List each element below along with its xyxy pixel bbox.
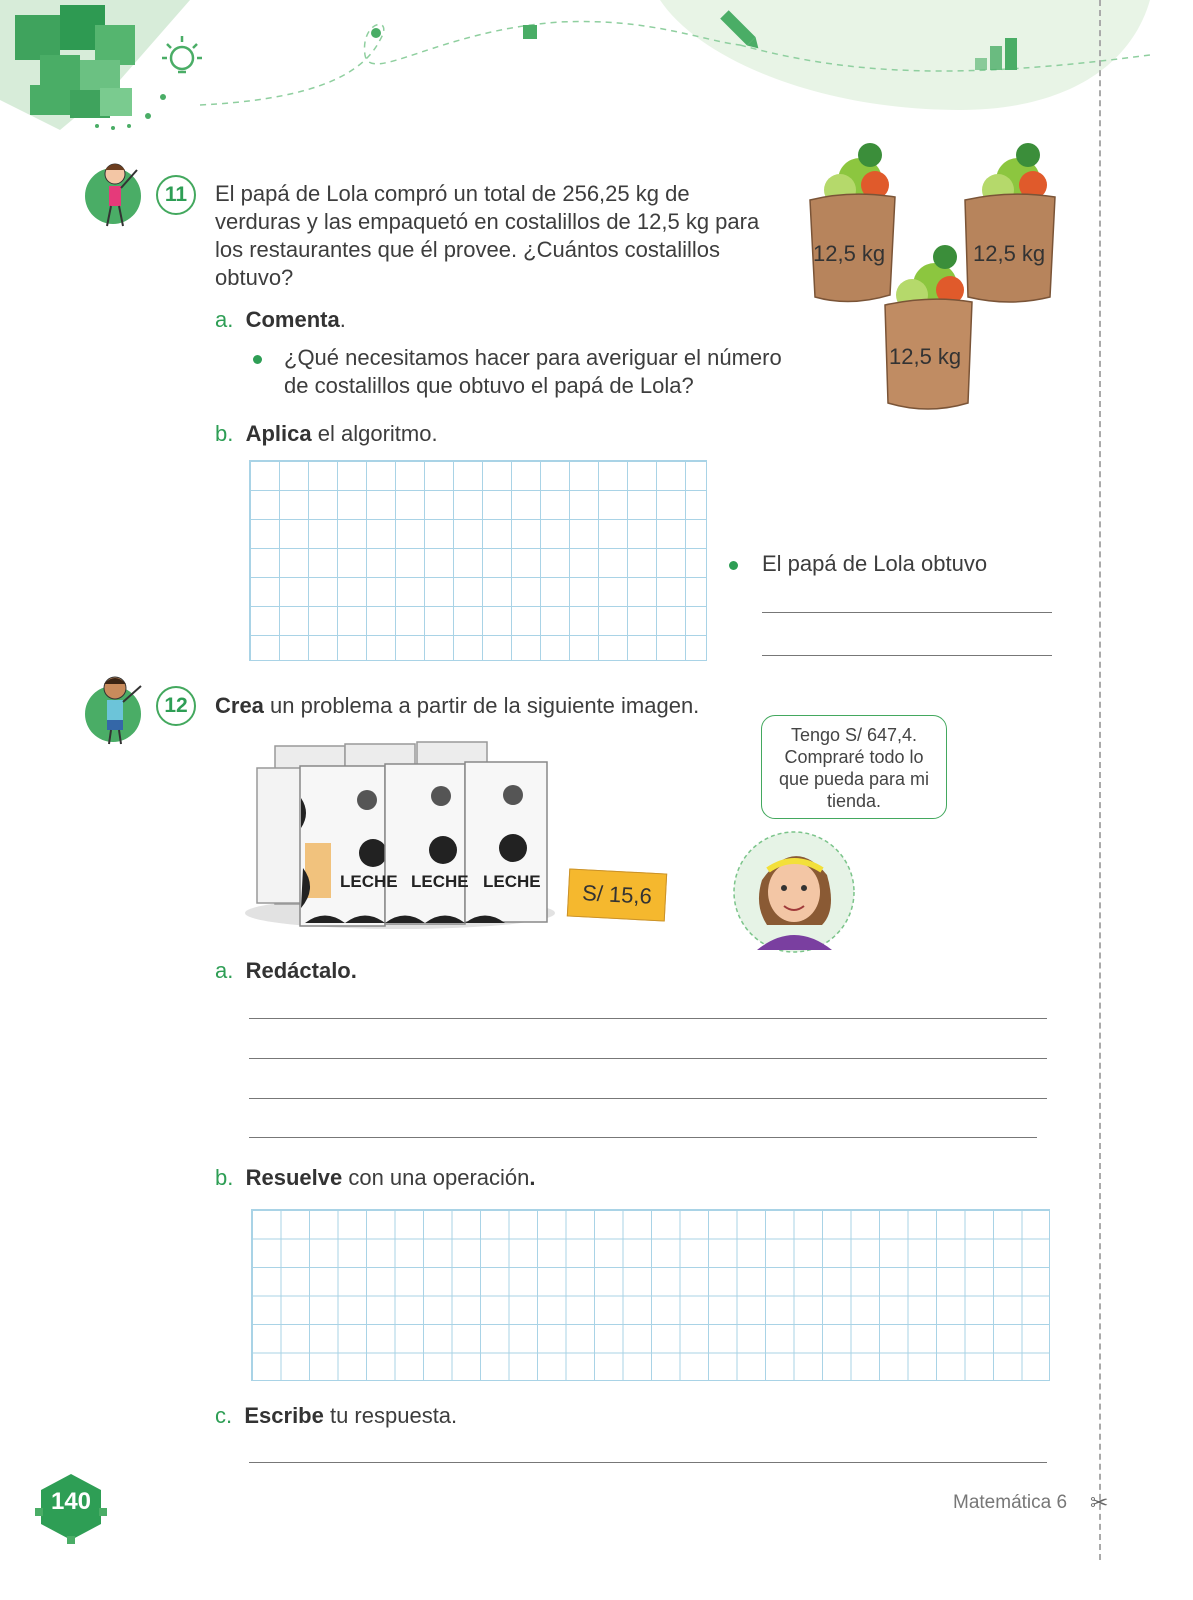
vegetable-bag-icon [965, 143, 1055, 302]
part-end: . [529, 1165, 536, 1190]
writing-line[interactable] [249, 1058, 1047, 1059]
milk-label: LECHE [340, 872, 398, 891]
small-cube-icon [523, 25, 537, 39]
bullet-dot [253, 355, 262, 364]
problem-11-statement: El papá de Lola compró un total de 256,25 kg de verduras y las empaquetó en costalillos de 12,5 kg para los restaurantes que él provee. ¿Cuántos costalillos obtuvo? [215, 181, 760, 290]
answer-prompt: El papá de Lola obtuvo [762, 551, 988, 576]
page-number: 140 [50, 1488, 92, 1515]
bag-weight-label: 12,5 kg [813, 241, 886, 266]
problem-12-part-b [215, 1164, 535, 1192]
part-verb: Escribe [244, 1403, 324, 1428]
milk-carton-icon [465, 762, 547, 922]
scissors-icon: ✂ [1090, 1490, 1109, 1515]
woman-portrait-icon [732, 830, 857, 958]
part-rest: tu respuesta. [323, 1403, 458, 1428]
part-verb: Redáctalo. [245, 958, 357, 983]
part-letter: c. [215, 1403, 233, 1428]
part-verb: Comenta [245, 307, 340, 332]
bag-weight-label: 12,5 kg [889, 344, 962, 369]
answer-line[interactable] [762, 655, 1052, 656]
milk-carton-icon [385, 764, 465, 924]
part-letter: a. [215, 958, 234, 983]
boy-avatar-icon [85, 672, 155, 748]
header-decoration [0, 0, 1193, 150]
part-rest: con una operación [342, 1165, 530, 1190]
problem-12-part-c [215, 1402, 457, 1430]
problem-11-number: 11 [156, 175, 196, 215]
price-tag: S/ 15,6 [567, 868, 667, 921]
cut-line [1099, 0, 1101, 1560]
operation-grid[interactable] [251, 1209, 1050, 1381]
lightbulb-icon [162, 36, 202, 72]
problem-12-intro [215, 692, 699, 720]
writing-line[interactable] [249, 1098, 1047, 1099]
writing-line[interactable] [249, 1137, 1037, 1138]
milk-label: LECHE [411, 872, 469, 891]
milk-label: LECHE [483, 872, 541, 891]
intro-verb: Crea [215, 693, 264, 718]
milk-cartons-illustration [245, 738, 555, 933]
problem-11-part-b [215, 420, 438, 448]
problem-12-part-a [215, 957, 357, 985]
part-verb: Aplica [245, 421, 312, 446]
answer-line[interactable] [249, 1462, 1047, 1463]
intro-rest: un problema a partir de la siguiente imagen. [263, 693, 700, 718]
part-rest: el algoritmo. [311, 421, 438, 446]
vegetable-bag-icon [810, 143, 895, 302]
part-letter: b. [215, 421, 234, 446]
part-letter: b. [215, 1165, 234, 1190]
part-verb: Resuelve [245, 1165, 343, 1190]
bullet-dot [729, 561, 738, 570]
vegetable-bags-illustration [800, 135, 1070, 415]
milk-carton-icon [300, 766, 387, 926]
girl-avatar-icon [85, 160, 151, 232]
book-title: Matemática 6 [953, 1492, 1068, 1513]
writing-line[interactable] [249, 1018, 1047, 1019]
problem-11-part-a [215, 306, 346, 334]
bag-weight-label: 12,5 kg [973, 241, 1046, 266]
part-rest: . [339, 307, 346, 332]
problem-11-question: ¿Qué necesitamos hacer para averiguar el número de costalillos que obtuvo el papá de Lola? [284, 345, 782, 398]
problem-12-number: 12 [156, 686, 196, 726]
answer-line[interactable] [762, 612, 1052, 613]
algorithm-grid[interactable] [249, 460, 707, 661]
part-letter: a. [215, 307, 234, 332]
green-cubes-icon [0, 0, 190, 130]
vegetable-bag-icon [885, 245, 972, 409]
speech-bubble: Tengo S/ 647,4. Compraré todo lo que pueda para mi tienda. [761, 715, 947, 819]
